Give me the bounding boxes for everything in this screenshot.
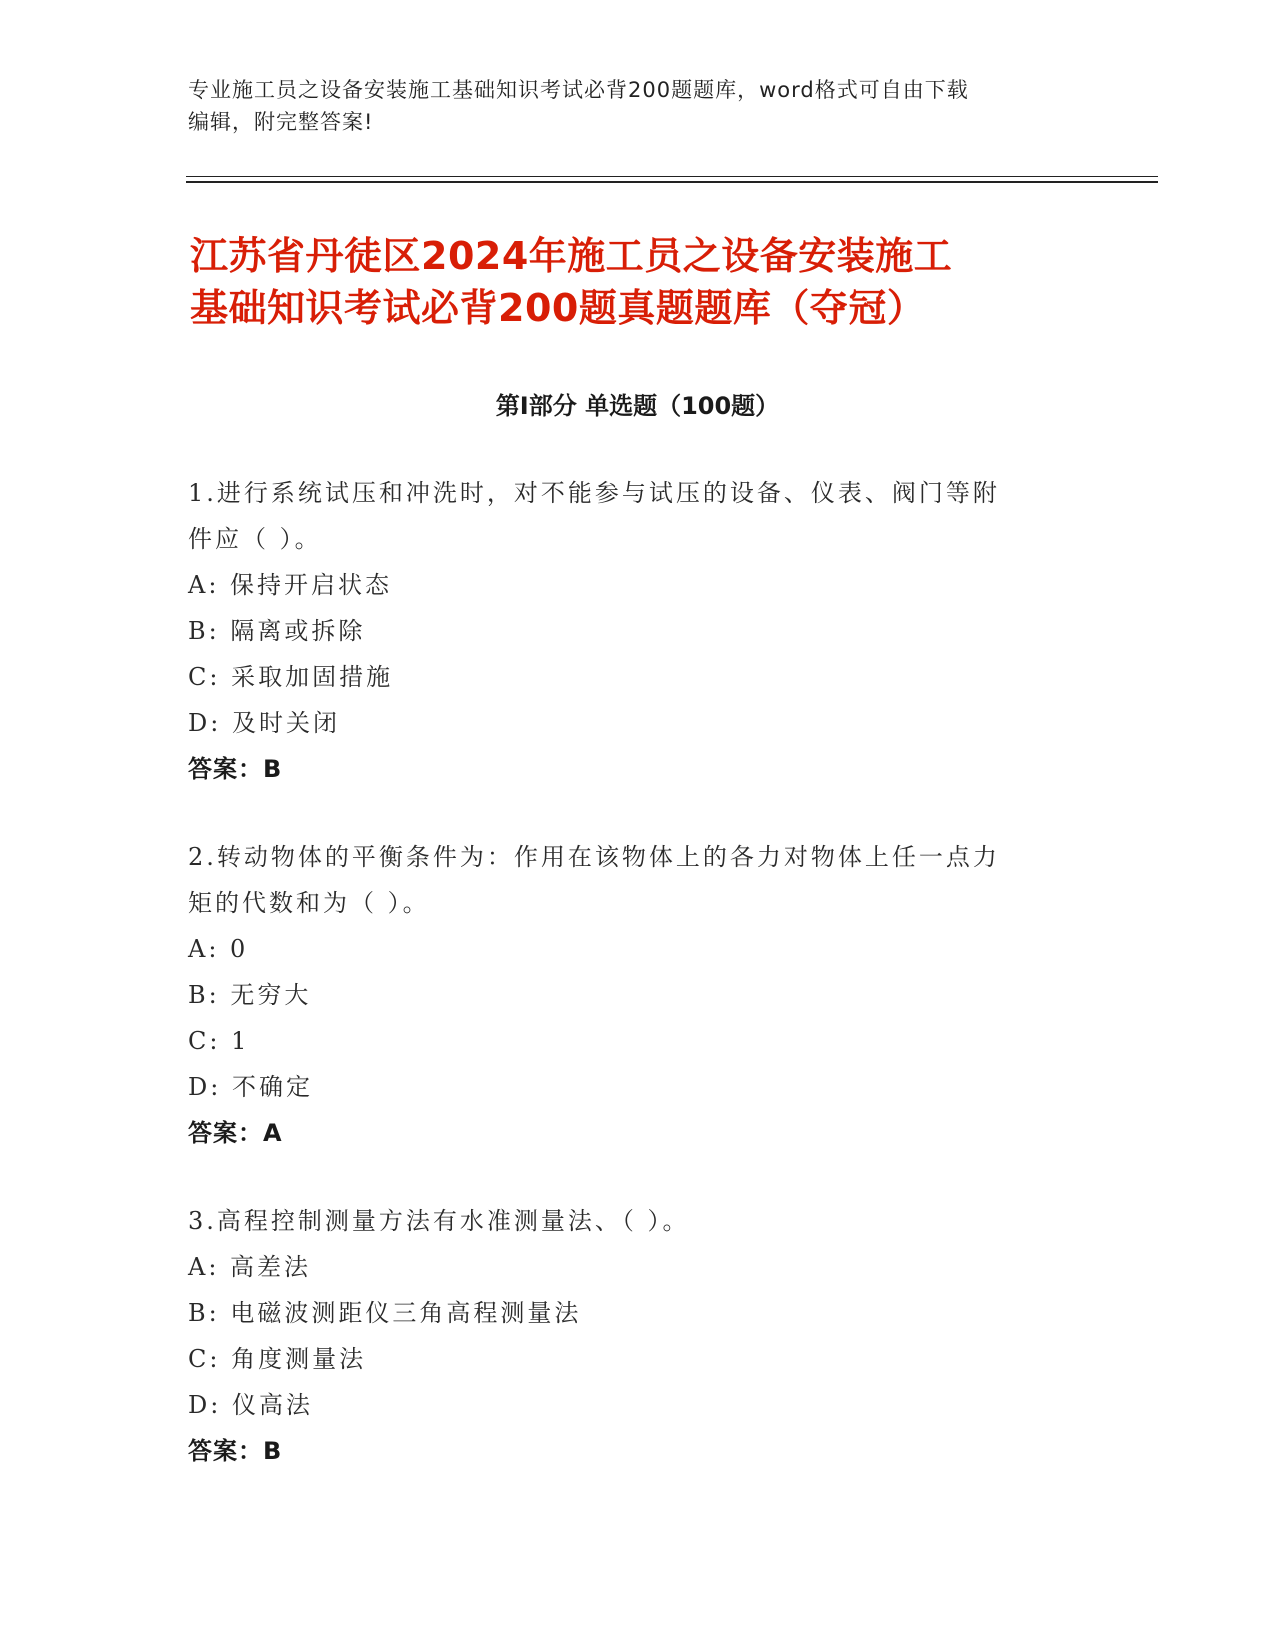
answer: 答案：B: [188, 755, 283, 783]
option-c: C: 角度测量法: [188, 1345, 367, 1373]
question-stem-line2: 矩的代数和为（ ）。: [188, 889, 430, 917]
option-d: D: 仪高法: [188, 1391, 313, 1419]
answer: 答案：A: [188, 1119, 283, 1147]
header-divider-thin: [186, 176, 1158, 177]
document-title-line2: 基础知识考试必背200题真题题库（夺冠）: [190, 286, 926, 330]
option-c: C: 采取加固措施: [188, 663, 394, 691]
option-d: D: 及时关闭: [188, 709, 340, 737]
header-note-line2: 编辑，附完整答案!: [188, 110, 374, 134]
question-stem-line2: 件应（ ）。: [188, 525, 322, 553]
option-b: B: 无穷大: [188, 981, 312, 1009]
question-2: [188, 834, 1068, 1156]
option-a: A: 0: [188, 935, 249, 963]
header-note-line1: 专业施工员之设备安装施工基础知识考试必背200题题库，word格式可自由下载: [188, 78, 969, 102]
document-title: [190, 230, 1150, 334]
answer: 答案：B: [188, 1437, 283, 1465]
option-a: A: 高差法: [188, 1253, 312, 1281]
question-1: [188, 470, 1068, 792]
question-stem-line1: 3.高程控制测量方法有水准测量法、（ ）。: [188, 1207, 690, 1235]
question-stem-line1: 2.转动物体的平衡条件为：作用在该物体上的各力对物体上任一点力: [188, 843, 1000, 871]
header-divider-thick: [186, 181, 1158, 183]
document-title-line1: 江苏省丹徒区2024年施工员之设备安装施工: [190, 234, 953, 278]
header-note: [188, 74, 1088, 138]
section-title: 第I部分 单选题（100题）: [495, 392, 780, 420]
question-3: [188, 1198, 1068, 1474]
option-c: C: 1: [188, 1027, 250, 1055]
question-stem-line1: 1.进行系统试压和冲洗时，对不能参与试压的设备、仪表、阀门等附: [188, 479, 1000, 507]
option-b: B: 电磁波测距仪三角高程测量法: [188, 1299, 582, 1327]
option-a: A: 保持开启状态: [188, 571, 393, 599]
option-b: B: 隔离或拆除: [188, 617, 366, 645]
option-d: D: 不确定: [188, 1073, 313, 1101]
